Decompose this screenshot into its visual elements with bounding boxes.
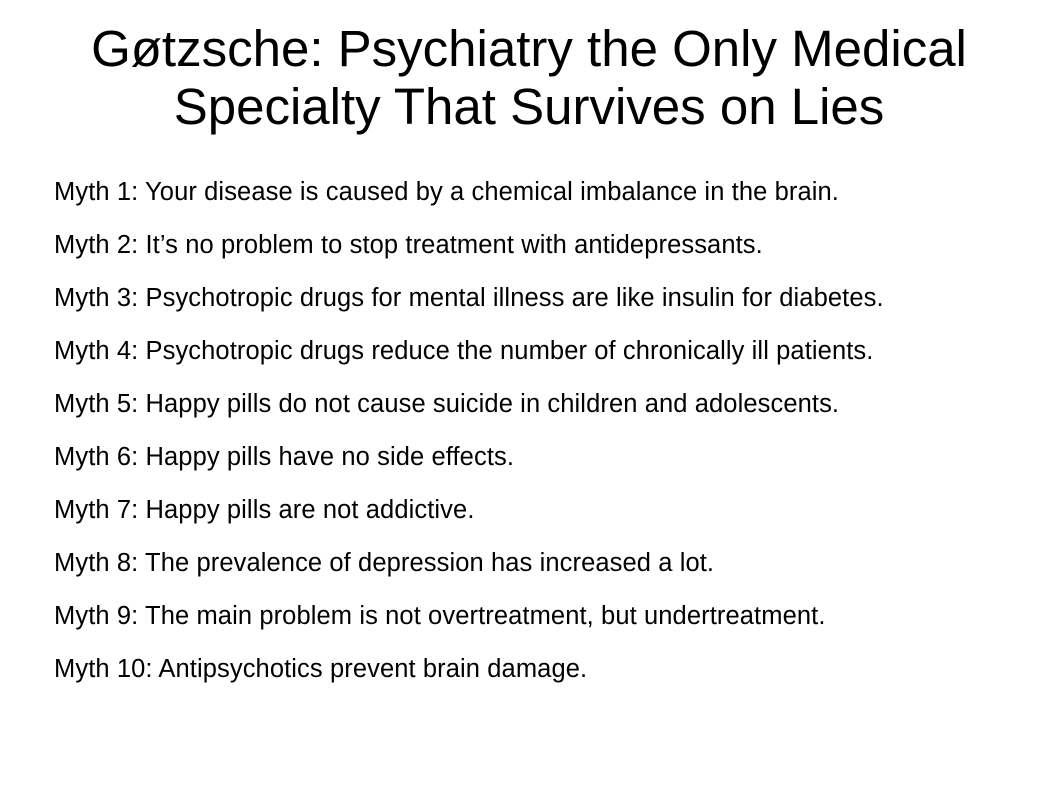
myth-item-4: Myth 4: Psychotropic drugs reduce the number of chronically ill patients. [54,337,874,365]
myth-item-6: Myth 6: Happy pills have no side effects. [54,443,515,471]
myth-item-8: Myth 8: The prevalence of depression has increased a lot. [54,549,715,577]
myth-item-7: Myth 7: Happy pills are not addictive. [54,496,475,524]
myth-item-10: Myth 10: Antipsychotics prevent brain damage. [54,655,588,683]
myth-item-3: Myth 3: Psychotropic drugs for mental illness are like insulin for diabetes. [54,284,884,312]
myth-list [54,175,1014,705]
myth-item-9: Myth 9: The main problem is not overtreatment, but undertreatment. [54,602,826,630]
myth-item-5: Myth 5: Happy pills do not cause suicide in children and adolescents. [54,390,840,418]
slide-title: Gøtzsche: Psychiatry the Only Medical Specialty That Survives on Lies [91,20,967,135]
myth-item-1: Myth 1: Your disease is caused by a chemical imbalance in the brain. [54,178,839,206]
myth-item-2: Myth 2: It’s no problem to stop treatment with antidepressants. [54,231,763,259]
